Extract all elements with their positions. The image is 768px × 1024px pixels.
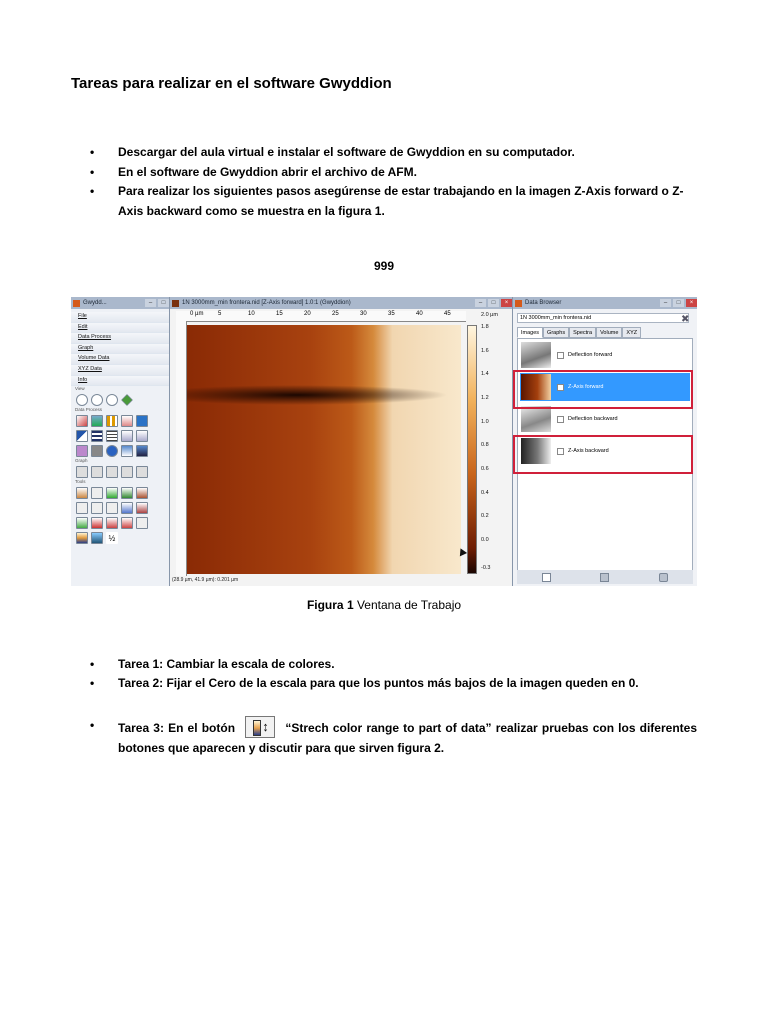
intro-bullet-list (90, 143, 697, 221)
highlight-box-backward (513, 435, 693, 474)
filter-tool-icon[interactable] (121, 502, 133, 514)
tab-xyz[interactable]: XYZ (622, 327, 641, 338)
gwyddion-screenshot (71, 297, 697, 586)
group-view-label: View (75, 386, 85, 392)
menu-volume-data[interactable]: Volume Data (71, 354, 169, 365)
ruler-label: 30 (360, 311, 367, 317)
grain-tool-icon[interactable] (136, 502, 148, 514)
scale-tick-label: 0.4 (481, 490, 489, 496)
zoom-1-1-icon[interactable] (91, 394, 103, 406)
horizontal-ruler (176, 311, 466, 322)
data-browser-titlebar (513, 297, 697, 309)
group-graph-label: Graph (75, 458, 88, 464)
crop-icon[interactable] (136, 430, 148, 442)
scale-tick-label: 1.8 (481, 324, 489, 330)
highlight-box-forward (513, 370, 693, 409)
graph-level-icon[interactable] (136, 466, 148, 478)
path-level-icon[interactable] (106, 502, 118, 514)
visibility-checkbox[interactable] (557, 416, 564, 423)
caption-text: Ventana de Trabajo (353, 598, 462, 612)
path-tool-icon[interactable] (91, 502, 103, 514)
filter-icon[interactable] (136, 445, 148, 457)
ruler-label: 25 (332, 311, 339, 317)
3d-view-icon[interactable] (121, 394, 133, 406)
browser-tabs (517, 327, 641, 338)
maximize-icon[interactable]: □ (158, 299, 169, 307)
scale-tick-label: 0.8 (481, 442, 489, 448)
data-window-icon (172, 300, 179, 307)
grain-measure-icon[interactable] (91, 532, 103, 544)
color-range-button-icon: ↕ (245, 716, 275, 738)
tab-volume[interactable]: Volume (596, 327, 622, 338)
tab-images[interactable]: Images (517, 327, 543, 338)
close-file-icon[interactable]: ✖ (681, 314, 690, 325)
channel-thumbnail (521, 342, 551, 368)
color-scale-bar[interactable] (467, 325, 477, 574)
intro-bullet: • En el software de Gwyddion abrir el archivo de AFM. (90, 163, 697, 183)
task-3-lead: Tarea 3: En el botón (118, 721, 236, 735)
rotate-icon[interactable] (76, 430, 88, 442)
data-browser-title: Data Browser (525, 300, 562, 306)
spot-remove-icon[interactable] (106, 517, 118, 529)
read-value-icon[interactable] (76, 487, 88, 499)
ruler-label: 20 (304, 311, 311, 317)
mask-editor-icon[interactable] (76, 517, 88, 529)
tab-graphs[interactable]: Graphs (543, 327, 569, 338)
tab-spectra[interactable]: Spectra (569, 327, 596, 338)
close-icon[interactable]: × (686, 299, 697, 307)
maximize-icon[interactable]: □ (673, 299, 684, 307)
calculator-icon[interactable]: ½ (106, 532, 118, 544)
facet-level-icon[interactable] (106, 415, 118, 427)
level-icon[interactable] (76, 415, 88, 427)
figure-number: 999 (373, 259, 395, 273)
data-window-titlebar (170, 297, 512, 309)
ruler-label: 15 (276, 311, 283, 317)
distance-icon[interactable] (91, 487, 103, 499)
menu-graph[interactable]: Graph (71, 344, 169, 355)
task-3 (90, 716, 697, 758)
new-file-icon[interactable] (542, 573, 551, 582)
data-window (170, 297, 513, 586)
toolbox-window (71, 297, 170, 586)
afm-height-image[interactable] (187, 325, 461, 574)
browser-bottom-bar (517, 570, 693, 584)
scale-tick-label: 1.0 (481, 419, 489, 425)
figure-caption (0, 598, 768, 612)
channel-label: Z-Axis backward (568, 448, 609, 454)
crop-tool-icon[interactable] (121, 517, 133, 529)
data-browser-window (513, 297, 697, 586)
visibility-checkbox[interactable] (557, 352, 564, 359)
list-item[interactable] (520, 405, 690, 433)
graph-cut-icon[interactable] (121, 466, 133, 478)
browser-file-selector[interactable]: 1N 3000mm_min frontera.nid (517, 313, 689, 323)
graph-fit-icon[interactable] (91, 466, 103, 478)
scale-tick-label: -0.3 (481, 565, 491, 571)
list-item[interactable] (520, 341, 690, 369)
ruler-label: 35 (388, 311, 395, 317)
mask-icon[interactable] (91, 445, 103, 457)
channel-thumbnail (521, 406, 551, 432)
scale-tick-label: 1.2 (481, 395, 489, 401)
lines-icon[interactable] (91, 430, 103, 442)
menu-xyz-data[interactable]: XYZ Data (71, 365, 169, 376)
scale-tick-label: 1.6 (481, 348, 489, 354)
status-text: (28.9 µm, 41.9 µm): 0.201 µm (172, 577, 239, 583)
toolbox-title: Gwydd... (83, 300, 107, 306)
mouse-cursor-icon (457, 547, 467, 557)
zoom-out-icon[interactable] (106, 394, 118, 406)
close-icon[interactable]: × (501, 299, 512, 307)
plane-level-icon[interactable] (91, 415, 103, 427)
delete-icon[interactable] (659, 573, 668, 582)
ruler-label: 45 (444, 311, 451, 317)
line-tool-icon[interactable] (76, 502, 88, 514)
task-3-text: “Strech color range to part of data” realizar pruebas con los diferentes botones que aparecen y discutir para que sirven figura 2. (118, 721, 697, 755)
gwyddion-logo-icon (515, 300, 522, 307)
duplicate-icon[interactable] (600, 573, 609, 582)
task-1: • Tarea 1: Cambiar la escala de colores. (90, 655, 697, 675)
toolbox-titlebar (71, 297, 169, 309)
color-range-icon[interactable] (76, 532, 88, 544)
menu-info[interactable]: Info (71, 376, 169, 387)
ruler-label: 40 (416, 311, 423, 317)
minimize-icon[interactable]: – (475, 299, 486, 307)
profile-icon[interactable] (106, 487, 118, 499)
ruler-label: 10 (248, 311, 255, 317)
scale-icon[interactable] (136, 415, 148, 427)
gwyddion-logo-icon (73, 300, 80, 307)
graph-plot-icon[interactable] (76, 466, 88, 478)
channel-label: Z-Axis forward (568, 384, 604, 390)
statistics-icon[interactable] (136, 487, 148, 499)
scale-top-label: 2.0 µm (481, 312, 498, 318)
vertical-ruler (176, 321, 187, 576)
page-heading: Tareas para realizar en el software Gwyddion (71, 75, 392, 92)
maximize-icon[interactable]: □ (488, 299, 499, 307)
group-data-process-label: Data Process (75, 407, 103, 413)
caption-label: Figura 1 (306, 598, 354, 612)
graph-measure-icon[interactable] (106, 466, 118, 478)
spectro-icon[interactable] (121, 487, 133, 499)
minimize-icon[interactable]: – (145, 299, 156, 307)
menu-edit[interactable]: Edit (71, 323, 169, 334)
ruler-label: 0 µm (190, 311, 204, 317)
channel-label: Deflection backward (568, 416, 618, 422)
zoom-in-icon[interactable] (76, 394, 88, 406)
intro-bullet: • Descargar del aula virtual e instalar el software de Gwyddion en su computador. (90, 143, 697, 163)
channel-label: Deflection forward (568, 352, 613, 358)
task-2: • Tarea 2: Fijar el Cero de la escala para que los puntos más bajos de la imagen queden en 0. (90, 674, 697, 694)
scale-tick-label: 1.4 (481, 371, 489, 377)
scale-tick-label: 0.2 (481, 513, 489, 519)
pencil-tool-icon[interactable] (91, 517, 103, 529)
menu-data-process[interactable]: Data Process (71, 333, 169, 344)
sphere-icon[interactable] (106, 445, 118, 457)
scale-tick-label: 0.0 (481, 537, 489, 543)
grid-icon[interactable] (121, 430, 133, 442)
fft-icon[interactable] (121, 445, 133, 457)
group-tools-label: Tools (75, 479, 86, 485)
intro-bullet: • Para realizar los siguientes pasos asegúrense de estar trabajando en la imagen Z-Axis forward o Z-Axis backward como se muestra en la figura 1. (90, 182, 697, 221)
ruler-label: 5 (218, 311, 222, 317)
selection-manager-icon[interactable] (136, 517, 148, 529)
fix-zero-icon[interactable] (121, 415, 133, 427)
menu-file[interactable]: File (71, 312, 169, 323)
gradient-icon[interactable] (76, 445, 88, 457)
scale-tick-label: 0.6 (481, 466, 489, 472)
minimize-icon[interactable]: – (660, 299, 671, 307)
data-window-title: 1N 3000mm_min frontera.nid [Z-Axis forward] 1.0:1 (Gwyddion) (182, 300, 351, 306)
list-icon[interactable] (106, 430, 118, 442)
